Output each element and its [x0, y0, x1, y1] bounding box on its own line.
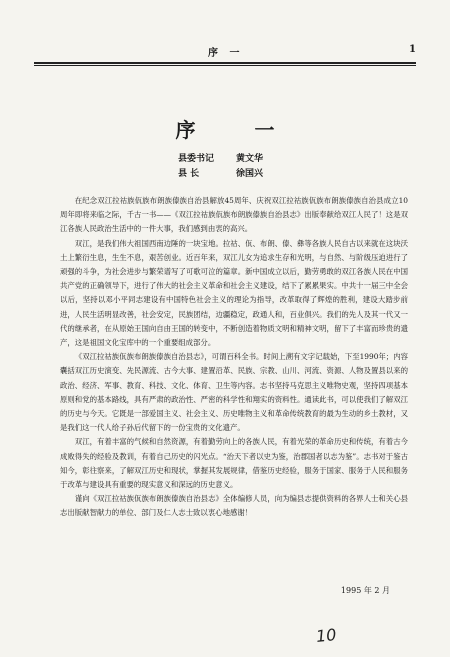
paragraph: 双江，有着丰富的气候和自然资源，有着勤劳向上的各族人民，有着光荣的革命历史和传统，有着古今成败得失的经验及教训，有着自己历史的闪光点。“治天下者以史为鉴，治郡国者以志为鉴”。志书对于鉴古知今，彰往察来，了解双江历史和现状，掌握其发展规律，借鉴历史经验，服务于国家、服务于人民和服务于改革与建设具有重要的现实意义和深远的历史意义。 [60, 437, 408, 490]
page-number: 1 [409, 44, 416, 55]
signature-role: 县委书记 [178, 154, 215, 164]
paragraph: 在纪念双江拉祜族佤族布朗族傣族自治县解放45周年、庆祝双江拉祜族佤族布朗族傣族自治县成立10周年即将来临之际，千古一书——《双江拉祜族佤族布朗族傣族自治县志》出版奉献给双江人民了！这是双江各族人民政治生活中的一件大事，我们感到由衷的高兴。 [60, 196, 408, 234]
date-line: 1995 年 2 月 [340, 586, 390, 595]
signature-role: 县 长 [178, 169, 200, 179]
paragraph: 双江，是我们伟大祖国西南边陲的一块宝地。拉祜、佤、布朗、傣、彝等各族人民自古以来就在这块沃土上繁衍生息，生生不息，艰苦创业。近百年来，双江儿女为追求生存和光明，与自然、与阶级压迫进行了顽强的斗争，为社会进步与繁荣谱写了可歌可泣的篇章。新中国成立以后，勤劳勇敢的双江各族人民在中国共产党的正确领导下，进行了伟大的社会主义革命和社会主义建设，结下了累累果实。中共十一届三中全会以后，坚持以邓小平同志建设有中国特色社会主义的理论为指导，改革取得了辉煌的胜利，建设大踏步前进，人民生活明显改善，社会安定，民族团结，边疆稳定，政通人和，百业俱兴。我们的先人及其一代又一代的继承者，在从原始王国向自由王国的转变中，不断创造着物质文明和精神文明，留下了丰富而珍贵的遗产，这是祖国文化宝库中的一个重要组成部分。 [60, 238, 408, 348]
header-rule-thick [34, 62, 416, 64]
signature-line [178, 167, 263, 182]
running-title: 序 一 [208, 48, 244, 59]
handwritten-page-mark: 10 [315, 624, 338, 647]
signature-block [178, 152, 263, 182]
signature-name: 黄文华 [236, 154, 264, 164]
paragraph: 《双江拉祜族佤族布朗族傣族自治县志》，可谓百科全书。时间上溯有文字记载始，下至1990年；内容囊括双江历史演变、先民源流、古今大事、建置沿革、民族、宗教、山川、河流、资源、人物及置县以来的政治、经济、军事、教育、科技、文化、体育、卫生等内容。志书坚持马克思主义唯物史观，坚持四项基本原则和党的基本路线，具有严肃的政治性、严密的科学性和翔实的资料性。通读此书，可以使我们了解双江的历史与今天。它既是一部爱国主义、社会主义、历史唯物主义和革命传统教育的最为生动的乡土教材，又是我们这一代人给子孙后代留下的一份宝贵的文化遗产。 [60, 352, 408, 433]
body-text [60, 194, 408, 521]
header-rule-thin [34, 65, 416, 66]
paragraph: 谨向《双江拉祜族佤族布朗族傣族自治县志》全体编修人员，向为编县志提供资料的各界人士和关心县志出版献智献力的单位、部门及仁人志士致以衷心地感谢！ [60, 494, 408, 518]
signature-line [178, 152, 263, 167]
document-title: 序 一 [175, 118, 301, 142]
signature-name: 徐国兴 [236, 169, 264, 179]
page-header [34, 44, 416, 58]
